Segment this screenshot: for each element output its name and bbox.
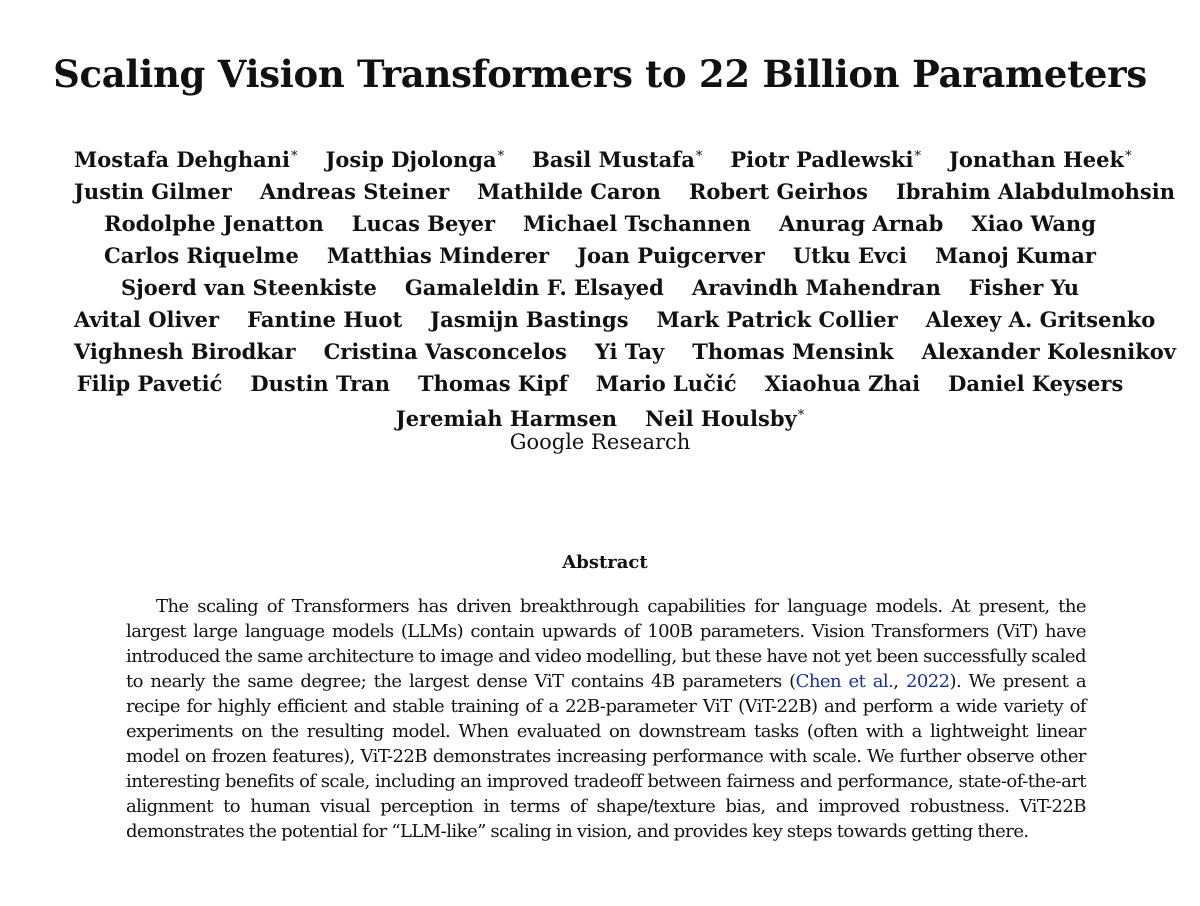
author-name xyxy=(896,176,1175,208)
author-name xyxy=(765,368,921,400)
author-name-text: Thomas Kipf xyxy=(418,371,568,396)
author-name-text: Dustin Tran xyxy=(250,371,391,396)
author-name xyxy=(532,141,702,176)
author-name-text: Jasmijn Bastings xyxy=(430,307,629,332)
author-name-text: Josip Djolonga xyxy=(325,147,497,172)
author-name-text: Joan Puigcerver xyxy=(577,243,765,268)
author-line xyxy=(60,208,1140,240)
citation-link-authors[interactable]: Chen et al. xyxy=(795,671,894,692)
author-name xyxy=(949,141,1132,176)
author-name-text: Sjoerd van Steenkiste xyxy=(120,275,377,300)
abstract-text-part-2: ). We present a recipe for highly efficient and stable training of a 22B-parameter ViT (ViT-22B) and perform a wide variety of experiments on the resulting model. When evaluated on downstream tasks (often with a lightweight linear model on frozen features), ViT-22B demonstrates increasing performance with scale. We further observe other interesting benefits of scale, including an improved tradeoff between fairness and performance, state-of-the-art alignment to human visual perception in terms of shape/texture bias, and improved robustness. ViT-22B demonstrates the potential for “LLM-like” scaling in vision, and provides key steps towards getting there. xyxy=(126,671,1087,842)
author-name xyxy=(121,272,377,304)
author-list xyxy=(60,141,1176,435)
author-name-text: Ibrahim Alabdulmohsin xyxy=(895,179,1175,204)
author-name xyxy=(730,141,921,176)
equal-contribution-mark: * xyxy=(497,149,505,164)
author-name-text: Avital Oliver xyxy=(74,307,220,332)
author-line xyxy=(60,272,1140,304)
author-name-text: Neil Houlsby xyxy=(645,406,797,431)
author-name-text: Rodolphe Jenatton xyxy=(104,211,324,236)
author-name xyxy=(74,304,219,336)
author-name xyxy=(260,176,449,208)
author-name-text: Fantine Huot xyxy=(247,307,403,332)
author-name xyxy=(325,141,504,176)
author-name-text: Mathilde Caron xyxy=(477,179,661,204)
author-line xyxy=(60,304,1156,336)
author-name xyxy=(935,240,1096,272)
author-name-text: Daniel Keysers xyxy=(948,371,1124,396)
author-name-text: Alexander Kolesnikov xyxy=(921,339,1176,364)
author-name xyxy=(657,304,898,336)
author-name-text: Fisher Yu xyxy=(968,275,1080,300)
author-name-text: Xiaohua Zhai xyxy=(764,371,921,396)
author-name-text: Mostafa Dehghani xyxy=(74,147,290,172)
author-name-text: Vighnesh Birodkar xyxy=(74,339,296,364)
author-name-text: Alexey A. Gritsenko xyxy=(925,307,1156,332)
author-name-text: Jeremiah Harmsen xyxy=(395,406,618,431)
author-name xyxy=(104,240,299,272)
author-name xyxy=(692,336,893,368)
author-name xyxy=(692,272,941,304)
author-name-text: Xiao Wang xyxy=(971,211,1096,236)
author-name xyxy=(250,368,390,400)
author-name xyxy=(77,368,223,400)
author-name xyxy=(74,336,296,368)
author-name xyxy=(327,240,549,272)
abstract-body xyxy=(126,594,1086,844)
author-name-text: Anurag Arnab xyxy=(778,211,944,236)
author-name-text: Gamaleldin F. Elsayed xyxy=(404,275,664,300)
author-name xyxy=(595,336,664,368)
author-name-text: Justin Gilmer xyxy=(74,179,232,204)
author-name xyxy=(418,368,568,400)
paper-title: Scaling Vision Transformers to 22 Billion Parameters xyxy=(53,52,1147,96)
author-name xyxy=(948,368,1123,400)
abstract-text-part-1: The scaling of Transformers has driven breakthrough capabilities for language models. At present, the largest large language models (LLMs) contain upwards of 100B parameters. Vision Transformers (ViT) have introduced the same architecture to image and video modelling, but these have not yet been successfully scaled to nearly the same degree; the largest dense ViT contains 4B parameters ( xyxy=(126,596,1086,692)
author-name xyxy=(477,176,661,208)
author-name-text: Utku Evci xyxy=(792,243,907,268)
author-name xyxy=(926,304,1156,336)
author-line xyxy=(60,141,1140,176)
equal-contribution-mark: * xyxy=(695,149,703,164)
affiliation: Google Research xyxy=(509,430,691,454)
author-name-text: Thomas Mensink xyxy=(692,339,894,364)
author-name xyxy=(247,304,402,336)
author-name-text: Basil Mustafa xyxy=(532,147,695,172)
equal-contribution-mark: * xyxy=(1125,149,1132,164)
author-name xyxy=(969,272,1079,304)
author-name-text: Mario Lučić xyxy=(595,371,737,396)
author-name-text: Piotr Padlewski xyxy=(730,147,914,172)
author-name xyxy=(523,208,751,240)
author-line xyxy=(60,240,1140,272)
author-name xyxy=(74,176,232,208)
citation-link-year[interactable]: 2022 xyxy=(905,671,950,692)
author-line xyxy=(60,368,1140,400)
author-name-text: Yi Tay xyxy=(594,339,665,364)
author-name-text: Jonathan Heek xyxy=(948,147,1125,172)
author-name-text: Aravindh Mahendran xyxy=(691,275,941,300)
author-name-text: Carlos Riquelme xyxy=(104,243,299,268)
author-name-text: Manoj Kumar xyxy=(934,243,1096,268)
author-name xyxy=(793,240,907,272)
author-name xyxy=(971,208,1096,240)
author-name-text: Robert Geirhos xyxy=(688,179,868,204)
equal-contribution-mark: * xyxy=(914,149,921,164)
author-name-text: Matthias Minderer xyxy=(326,243,550,268)
author-name xyxy=(430,304,628,336)
author-name-text: Lucas Beyer xyxy=(351,211,496,236)
equal-contribution-mark: * xyxy=(290,149,298,164)
author-name xyxy=(596,368,737,400)
abstract-heading: Abstract xyxy=(562,552,648,573)
author-line xyxy=(60,336,1176,368)
author-name xyxy=(74,141,297,176)
citation-separator: , xyxy=(893,671,906,692)
author-name xyxy=(324,336,567,368)
equal-contribution-mark: * xyxy=(797,408,805,423)
author-name xyxy=(577,240,765,272)
author-name xyxy=(689,176,868,208)
author-line xyxy=(60,176,1175,208)
author-name xyxy=(405,272,664,304)
author-name-text: Cristina Vasconcelos xyxy=(323,339,567,364)
author-name xyxy=(779,208,943,240)
author-name-text: Mark Patrick Collier xyxy=(656,307,898,332)
author-name-text: Filip Pavetić xyxy=(76,371,223,396)
author-name xyxy=(352,208,495,240)
author-name xyxy=(104,208,324,240)
author-name-text: Andreas Steiner xyxy=(259,179,450,204)
author-name xyxy=(922,336,1176,368)
author-name-text: Michael Tschannen xyxy=(523,211,751,236)
